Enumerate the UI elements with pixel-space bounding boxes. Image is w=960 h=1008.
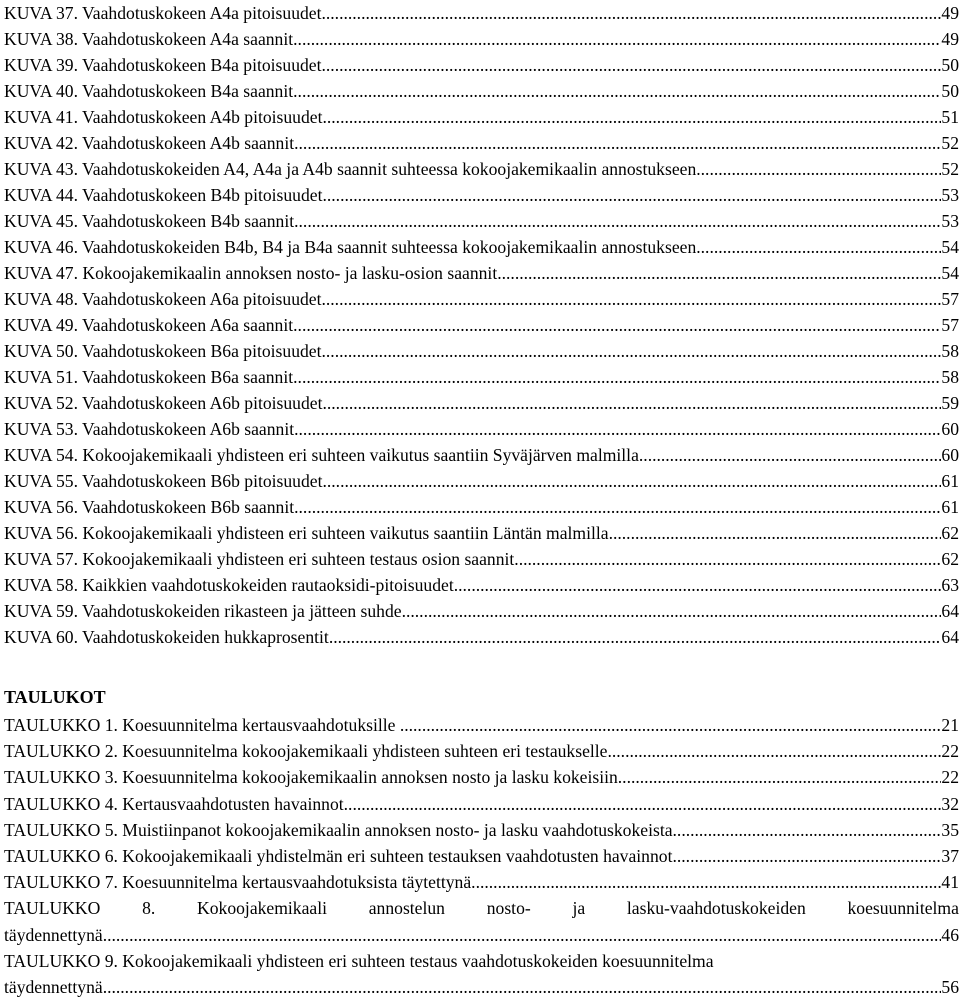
- figure-list: [4, 0, 959, 650]
- page-number: 21: [941, 715, 959, 735]
- entry-label: KUVA 39. Vaahdotuskokeen B4a pitoisuudet: [4, 55, 322, 75]
- dot-leader: [322, 390, 941, 416]
- section-heading-tables: TAULUKOT: [4, 687, 106, 707]
- entry-label: KUVA 58. Kaikkien vaahdotuskokeiden rautaoksidi-pitoisuudet: [4, 575, 454, 595]
- page-number: 52: [941, 159, 959, 179]
- word: Kokoojakemikaali: [197, 898, 327, 919]
- dot-leader: [294, 208, 941, 234]
- toc-entry[interactable]: [4, 869, 959, 895]
- dot-leader: [103, 974, 942, 1000]
- entry-label: täydennettynä: [4, 976, 103, 997]
- dot-leader: [294, 416, 941, 442]
- entry-label: KUVA 56. Vaahdotuskokeen B6b saannit: [4, 497, 295, 517]
- toc-entry[interactable]: [4, 791, 959, 817]
- toc-entry[interactable]: [4, 260, 959, 286]
- page-number: 35: [941, 819, 959, 840]
- page-number: 57: [941, 315, 959, 335]
- page-number: 64: [941, 601, 959, 621]
- dot-leader: [514, 546, 941, 572]
- dot-leader: [609, 520, 942, 546]
- page-number: 53: [941, 211, 959, 231]
- dot-leader: [322, 52, 942, 78]
- entry-label: KUVA 48. Vaahdotuskokeen A6a pitoisuudet: [4, 289, 322, 309]
- entry-label: KUVA 41. Vaahdotuskokeen A4b pitoisuudet: [4, 107, 323, 127]
- toc-entry[interactable]: [4, 338, 959, 364]
- dot-leader: [344, 791, 942, 817]
- dot-leader: [672, 843, 941, 869]
- toc-entry[interactable]: [4, 712, 959, 738]
- dot-leader: [329, 624, 942, 650]
- page-number: 49: [941, 3, 959, 23]
- toc-entry[interactable]: [4, 0, 959, 26]
- page-number: 37: [941, 845, 959, 866]
- toc-entry[interactable]: [4, 78, 959, 104]
- entry-label: KUVA 40. Vaahdotuskokeen B4a saannit: [4, 81, 294, 101]
- entry-label: TAULUKKO 4. Kertausvaahdotusten havainnot: [4, 793, 344, 814]
- dot-leader: [322, 468, 941, 494]
- page-number: 53: [941, 185, 959, 205]
- entry-label: täydennettynä: [4, 924, 103, 945]
- toc-entry[interactable]: [4, 764, 959, 790]
- page-number: 54: [941, 237, 959, 257]
- toc-entry[interactable]: [4, 234, 959, 260]
- toc-entry[interactable]: [4, 442, 959, 468]
- toc-entry[interactable]: [4, 494, 959, 520]
- toc-entry[interactable]: [4, 843, 959, 869]
- page-number: 52: [941, 133, 959, 153]
- toc-entry[interactable]: [4, 546, 959, 572]
- page-number: 60: [941, 445, 959, 465]
- dot-leader: [321, 286, 941, 312]
- entry-label: TAULUKKO 3. Koesuunnitelma kokoojakemikaalin annoksen nosto ja lasku kokeisiin: [4, 767, 618, 788]
- dot-leader: [413, 712, 941, 738]
- entry-label: KUVA 46. Vaahdotuskokeiden B4b, B4 ja B4a saannit suhteessa kokoojakemikaalin annostukseen: [4, 237, 697, 257]
- page-number: 59: [941, 393, 959, 413]
- toc-entry[interactable]: [4, 208, 959, 234]
- dot-leader: [293, 26, 941, 52]
- entry-label: KUVA 47. Kokoojakemikaalin annoksen nosto- ja lasku-osion saannit: [4, 263, 498, 283]
- entry-label: KUVA 52. Vaahdotuskokeen A6b pitoisuudet: [4, 393, 323, 413]
- toc-entry[interactable]: [4, 286, 959, 312]
- page-number: 61: [941, 497, 959, 517]
- toc-entry[interactable]: [4, 468, 959, 494]
- page-number: 62: [941, 549, 959, 569]
- toc-entry[interactable]: [4, 364, 959, 390]
- entry-label: KUVA 45. Vaahdotuskokeen B4b saannit: [4, 211, 295, 231]
- entry-label-line2: [4, 922, 959, 948]
- page-number: 46: [941, 924, 959, 945]
- entry-label: KUVA 53. Vaahdotuskokeen A6b saannit: [4, 419, 295, 439]
- dot-leader: [471, 869, 941, 895]
- page-number: 49: [941, 29, 959, 49]
- word: koesuunnitelma: [847, 898, 959, 919]
- dot-leader: [673, 817, 942, 843]
- entry-label: KUVA 55. Vaahdotuskokeen B6b pitoisuudet: [4, 471, 323, 491]
- entry-label: KUVA 38. Vaahdotuskokeen A4a saannit: [4, 29, 294, 49]
- dot-leader: [696, 156, 941, 182]
- toc-entry[interactable]: [4, 26, 959, 52]
- dot-leader: [322, 104, 941, 130]
- page-number: 61: [941, 471, 959, 491]
- toc-entry[interactable]: [4, 572, 959, 598]
- word: ja: [572, 898, 586, 919]
- toc-entry[interactable]: [4, 738, 959, 764]
- dot-leader: [322, 338, 942, 364]
- page-number: 56: [941, 976, 959, 997]
- entry-label: KUVA 57. Kokoojakemikaali yhdisteen eri suhteen testaus osion saannit: [4, 549, 515, 569]
- toc-entry[interactable]: [4, 390, 959, 416]
- entry-label: TAULUKKO 7. Koesuunnitelma kertausvaahdotuksista täytettynä: [4, 872, 472, 893]
- page-number: 22: [941, 741, 959, 762]
- dot-leader: [103, 922, 942, 948]
- dot-leader: [454, 572, 942, 598]
- word: lasku-vaahdotuskokeiden: [626, 898, 806, 919]
- dot-leader: [294, 494, 941, 520]
- entry-label-line2: [4, 974, 959, 1000]
- page-number: 22: [941, 767, 959, 788]
- dot-leader: [639, 442, 942, 468]
- dot-leader: [607, 738, 941, 764]
- dot-leader: [293, 78, 941, 104]
- entry-label: TAULUKKO 1. Koesuunnitelma kertausvaahdotuksille ...: [4, 715, 414, 735]
- toc-page: [4, 0, 959, 1008]
- dot-leader: [322, 182, 941, 208]
- toc-entry[interactable]: [4, 104, 959, 130]
- word: 8.: [142, 898, 156, 919]
- entry-label-line1: [4, 895, 959, 921]
- toc-entry[interactable]: [4, 520, 959, 546]
- toc-entry[interactable]: [4, 817, 959, 843]
- dot-leader: [293, 312, 941, 338]
- page-number: 64: [941, 627, 959, 647]
- toc-entry-wrapped[interactable]: [4, 895, 959, 947]
- entry-label: KUVA 54. Kokoojakemikaali yhdisteen eri suhteen vaikutus saantiin Syväjärven malmilla: [4, 445, 639, 465]
- entry-label: KUVA 43. Vaahdotuskokeiden A4, A4a ja A4b saannit suhteessa kokoojakemikaalin annostukseen: [4, 159, 697, 179]
- entry-label: KUVA 49. Vaahdotuskokeen A6a saannit: [4, 315, 294, 335]
- entry-label: KUVA 60. Vaahdotuskokeiden hukkaprosentit: [4, 627, 329, 647]
- dot-leader: [402, 598, 942, 624]
- toc-entry[interactable]: [4, 130, 959, 156]
- page-number: 63: [941, 575, 959, 595]
- entry-label: KUVA 59. Vaahdotuskokeiden rikasteen ja jätteen suhde: [4, 601, 402, 621]
- toc-entry[interactable]: [4, 182, 959, 208]
- entry-label: TAULUKKO 6. Kokoojakemikaali yhdistelmän eri suhteen testauksen vaahdotusten havainnot: [4, 845, 673, 866]
- page-number: 50: [941, 55, 959, 75]
- page-number: 51: [941, 107, 959, 127]
- page-number: 32: [941, 793, 959, 814]
- page-number: 62: [941, 523, 959, 543]
- entry-label: KUVA 56. Kokoojakemikaali yhdisteen eri suhteen vaikutus saantiin Läntän malmilla: [4, 523, 609, 543]
- toc-entry[interactable]: [4, 416, 959, 442]
- word: TAULUKKO 9. Kokoojakemikaali yhdisteen eri suhteen testaus vaahdotuskokeiden koesuunnitelma: [4, 950, 714, 971]
- toc-entry[interactable]: [4, 156, 959, 182]
- page-number: 54: [941, 263, 959, 283]
- word: TAULUKKO: [4, 898, 101, 919]
- toc-entry-wrapped[interactable]: [4, 948, 959, 1000]
- page-number: 50: [941, 81, 959, 101]
- toc-entry[interactable]: [4, 52, 959, 78]
- dot-leader: [294, 130, 941, 156]
- page-number: 58: [941, 341, 959, 361]
- table-list: [4, 712, 959, 1000]
- entry-label: KUVA 51. Vaahdotuskokeen B6a saannit: [4, 367, 294, 387]
- entry-label-line1: [4, 948, 959, 974]
- toc-entry[interactable]: [4, 624, 959, 650]
- entry-label: KUVA 37. Vaahdotuskokeen A4a pitoisuudet: [4, 3, 322, 23]
- page-number: 58: [941, 367, 959, 387]
- page-number: 41: [941, 872, 959, 893]
- dot-leader: [497, 260, 941, 286]
- word: nosto-: [486, 898, 531, 919]
- entry-label: TAULUKKO 5. Muistiinpanot kokoojakemikaalin annoksen nosto- ja lasku vaahdotuskokeista: [4, 819, 673, 840]
- entry-label: KUVA 50. Vaahdotuskokeen B6a pitoisuudet: [4, 341, 322, 361]
- dot-leader: [321, 0, 941, 26]
- entry-label: TAULUKKO 2. Koesuunnitelma kokoojakemikaali yhdisteen suhteen eri testaukselle: [4, 741, 608, 762]
- word: annostelun: [368, 898, 445, 919]
- dot-leader: [618, 764, 942, 790]
- toc-entry[interactable]: [4, 598, 959, 624]
- entry-label: KUVA 42. Vaahdotuskokeen A4b saannit: [4, 133, 295, 153]
- page-number: 60: [941, 419, 959, 439]
- dot-leader: [293, 364, 941, 390]
- dot-leader: [696, 234, 941, 260]
- entry-label: KUVA 44. Vaahdotuskokeen B4b pitoisuudet: [4, 185, 323, 205]
- toc-entry[interactable]: [4, 312, 959, 338]
- page-number: 57: [941, 289, 959, 309]
